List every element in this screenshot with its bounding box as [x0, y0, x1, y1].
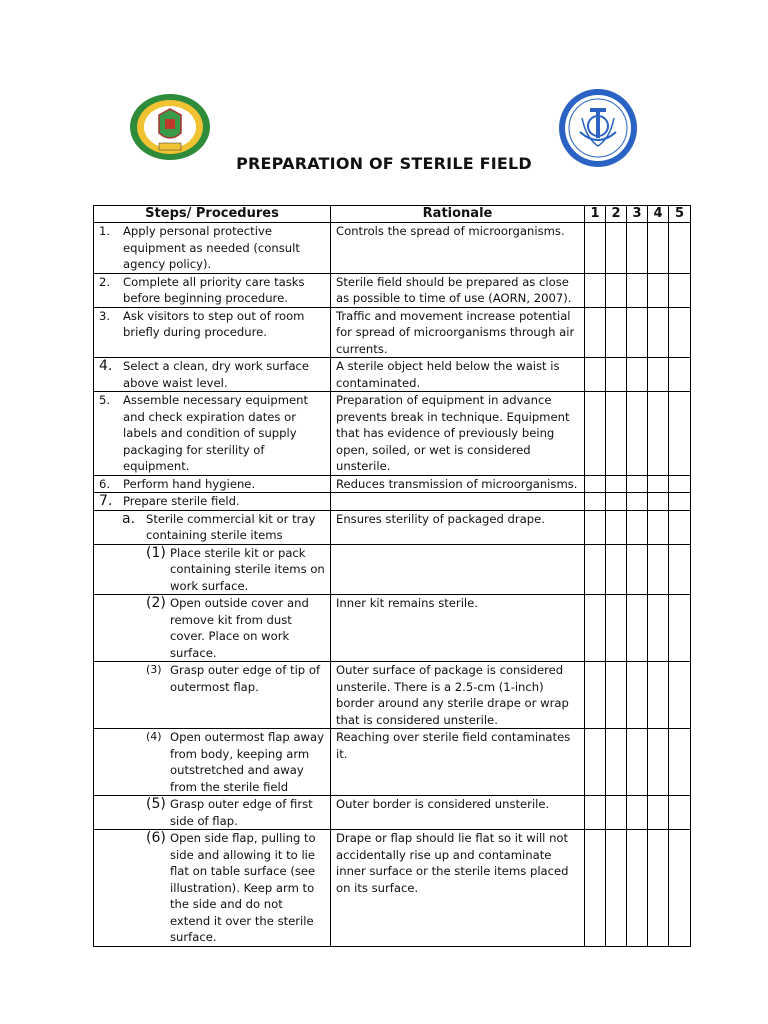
table-row: [94, 796, 691, 830]
score-cell-4[interactable]: [648, 392, 669, 476]
score-cell-1[interactable]: [585, 830, 606, 947]
rationale-text: Outer surface of package is considered unsterile. There is a 2.5-cm (1-inch) border around any sterile drape or wrap that is considered unsterile.: [331, 662, 585, 729]
score-cell-4[interactable]: [648, 595, 669, 662]
score-cell-2[interactable]: [606, 796, 627, 830]
score-cell-2[interactable]: [606, 223, 627, 274]
score-cell-4[interactable]: [648, 544, 669, 595]
step-number: 6.: [99, 476, 111, 491]
table-row: [94, 595, 691, 662]
score-cell-3[interactable]: [627, 493, 648, 511]
rationale-text: Inner kit remains sterile.: [331, 595, 585, 662]
score-cell-3[interactable]: [627, 307, 648, 358]
step-number: 7.: [99, 493, 113, 509]
table-row: [94, 510, 691, 544]
rationale-text: Controls the spread of microorganisms.: [331, 223, 585, 274]
table-row: [94, 273, 691, 307]
step-number: (1): [146, 544, 166, 561]
score-cell-3[interactable]: [627, 830, 648, 947]
step-number: 3.: [99, 308, 111, 323]
table-row: [94, 358, 691, 392]
score-cell-2[interactable]: [606, 273, 627, 307]
rationale-text: Drape or flap should lie flat so it will not accidentally rise up and contaminate inner surface or the sterile items placed on its surface.: [331, 830, 585, 947]
step-number: a.: [122, 510, 136, 527]
header-score-2: 2: [606, 206, 627, 223]
step-text: Apply personal protective equipment as needed (consult agency policy).: [123, 224, 300, 271]
score-cell-1[interactable]: [585, 729, 606, 796]
score-cell-5[interactable]: [669, 595, 691, 662]
step-text: Open side flap, pulling to side and allowing it to lie flat on table surface (see illustration). Keep arm to the side and do not extend it over the sterile surface.: [170, 831, 316, 944]
score-cell-1[interactable]: [585, 223, 606, 274]
step-number: (3): [146, 663, 162, 676]
step-number: (2): [146, 595, 166, 611]
table-row: [94, 830, 691, 947]
score-cell-4[interactable]: [648, 729, 669, 796]
rationale-text: Preparation of equipment in advance prevents break in technique. Equipment that has evidence of previously being open, soiled, or wet is considered unsterile.: [331, 392, 585, 476]
table-row: [94, 223, 691, 274]
table-row: [94, 544, 691, 595]
college-seal-logo-right: [558, 88, 638, 168]
score-cell-1[interactable]: [585, 493, 606, 511]
score-cell-4[interactable]: [648, 307, 669, 358]
score-cell-2[interactable]: [606, 595, 627, 662]
score-cell-3[interactable]: [627, 662, 648, 729]
score-cell-5[interactable]: [669, 796, 691, 830]
step-text: Assemble necessary equipment and check expiration dates or labels and condition of supply packaging for sterility of equipment.: [123, 393, 309, 473]
score-cell-4[interactable]: [648, 475, 669, 493]
score-cell-2[interactable]: [606, 510, 627, 544]
score-cell-2[interactable]: [606, 475, 627, 493]
score-cell-3[interactable]: [627, 510, 648, 544]
score-cell-5[interactable]: [669, 475, 691, 493]
score-cell-3[interactable]: [627, 595, 648, 662]
score-cell-4[interactable]: [648, 273, 669, 307]
step-number: 4.: [99, 358, 113, 374]
score-cell-5[interactable]: [669, 510, 691, 544]
score-cell-4[interactable]: [648, 358, 669, 392]
table-row: [94, 475, 691, 493]
rationale-text: Reduces transmission of microorganisms.: [331, 475, 585, 493]
score-cell-5[interactable]: [669, 830, 691, 947]
procedure-checklist-table: [93, 205, 691, 947]
step-text: Open outermost flap away from body, keeping arm outstretched and away from the sterile field: [170, 730, 324, 794]
rationale-text: Ensures sterility of packaged drape.: [331, 510, 585, 544]
rationale-text: A sterile object held below the waist is contaminated.: [331, 358, 585, 392]
score-cell-4[interactable]: [648, 830, 669, 947]
score-cell-3[interactable]: [627, 358, 648, 392]
score-cell-2[interactable]: [606, 392, 627, 476]
step-text: Perform hand hygiene.: [123, 476, 256, 491]
page-title: PREPARATION OF STERILE FIELD: [236, 153, 532, 173]
score-cell-4[interactable]: [648, 662, 669, 729]
score-cell-2[interactable]: [606, 729, 627, 796]
step-number: 1.: [99, 224, 111, 238]
score-cell-5[interactable]: [669, 544, 691, 595]
step-text: Open outside cover and remove kit from dust cover. Place on work surface.: [170, 596, 309, 660]
step-number: 5.: [99, 393, 111, 407]
score-cell-1[interactable]: [585, 475, 606, 493]
score-cell-2[interactable]: [606, 307, 627, 358]
table-row: [94, 493, 691, 511]
score-cell-4[interactable]: [648, 796, 669, 830]
step-number: (4): [146, 730, 162, 743]
step-text: Grasp outer edge of tip of outermost flap.: [170, 663, 321, 694]
score-cell-1[interactable]: [585, 796, 606, 830]
score-cell-4[interactable]: [648, 510, 669, 544]
step-text: Place sterile kit or pack containing sterile items on work surface.: [170, 545, 325, 593]
rationale-text: [331, 493, 585, 511]
score-cell-5[interactable]: [669, 358, 691, 392]
header-score-1: 1: [585, 206, 606, 223]
table-row: [94, 392, 691, 476]
score-cell-5[interactable]: [669, 223, 691, 274]
step-text: Complete all priority care tasks before beginning procedure.: [123, 274, 305, 305]
score-cell-1[interactable]: [585, 307, 606, 358]
score-cell-3[interactable]: [627, 796, 648, 830]
score-cell-2[interactable]: [606, 493, 627, 511]
table-row: [94, 729, 691, 796]
score-cell-5[interactable]: [669, 392, 691, 476]
step-text: Select a clean, dry work surface above waist level.: [123, 359, 310, 390]
score-cell-1[interactable]: [585, 273, 606, 307]
score-cell-1[interactable]: [585, 544, 606, 595]
step-text: Ask visitors to step out of room briefly during procedure.: [123, 308, 305, 339]
score-cell-2[interactable]: [606, 358, 627, 392]
step-number: 2.: [99, 274, 111, 289]
score-cell-2[interactable]: [606, 544, 627, 595]
score-cell-2[interactable]: [606, 830, 627, 947]
score-cell-1[interactable]: [585, 595, 606, 662]
header-score-4: 4: [648, 206, 669, 223]
header-rationale: Rationale: [331, 206, 585, 223]
table-header-row: [94, 206, 691, 223]
header-score-3: 3: [627, 206, 648, 223]
score-cell-3[interactable]: [627, 223, 648, 274]
score-cell-3[interactable]: [627, 392, 648, 476]
score-cell-3[interactable]: [627, 544, 648, 595]
score-cell-4[interactable]: [648, 493, 669, 511]
step-number: (5): [146, 796, 166, 812]
score-cell-3[interactable]: [627, 729, 648, 796]
rationale-text: Sterile field should be prepared as close as possible to time of use (AORN, 2007).: [331, 273, 585, 307]
step-text: Prepare sterile field.: [123, 494, 240, 508]
rationale-text: Traffic and movement increase potential for spread of microorganisms through air currents.: [331, 307, 585, 358]
score-cell-5[interactable]: [669, 493, 691, 511]
score-cell-5[interactable]: [669, 273, 691, 307]
score-cell-4[interactable]: [648, 223, 669, 274]
header-steps: Steps/ Procedures: [94, 206, 331, 223]
college-seal-logo-left: [129, 93, 211, 161]
rationale-text: [331, 544, 585, 595]
score-cell-5[interactable]: [669, 662, 691, 729]
score-cell-1[interactable]: [585, 510, 606, 544]
score-cell-1[interactable]: [585, 662, 606, 729]
score-cell-5[interactable]: [669, 729, 691, 796]
step-number: (6): [146, 830, 166, 846]
header-score-5: 5: [669, 206, 691, 223]
rationale-text: Reaching over sterile field contaminates it.: [331, 729, 585, 796]
step-text: Grasp outer edge of first side of flap.: [170, 797, 313, 828]
score-cell-1[interactable]: [585, 392, 606, 476]
table-row: [94, 662, 691, 729]
score-cell-2[interactable]: [606, 662, 627, 729]
step-text: Sterile commercial kit or tray containing sterile items: [146, 511, 316, 542]
score-cell-3[interactable]: [627, 273, 648, 307]
table-row: [94, 307, 691, 358]
rationale-text: Outer border is considered unsterile.: [331, 796, 585, 830]
score-cell-3[interactable]: [627, 475, 648, 493]
score-cell-1[interactable]: [585, 358, 606, 392]
score-cell-5[interactable]: [669, 307, 691, 358]
